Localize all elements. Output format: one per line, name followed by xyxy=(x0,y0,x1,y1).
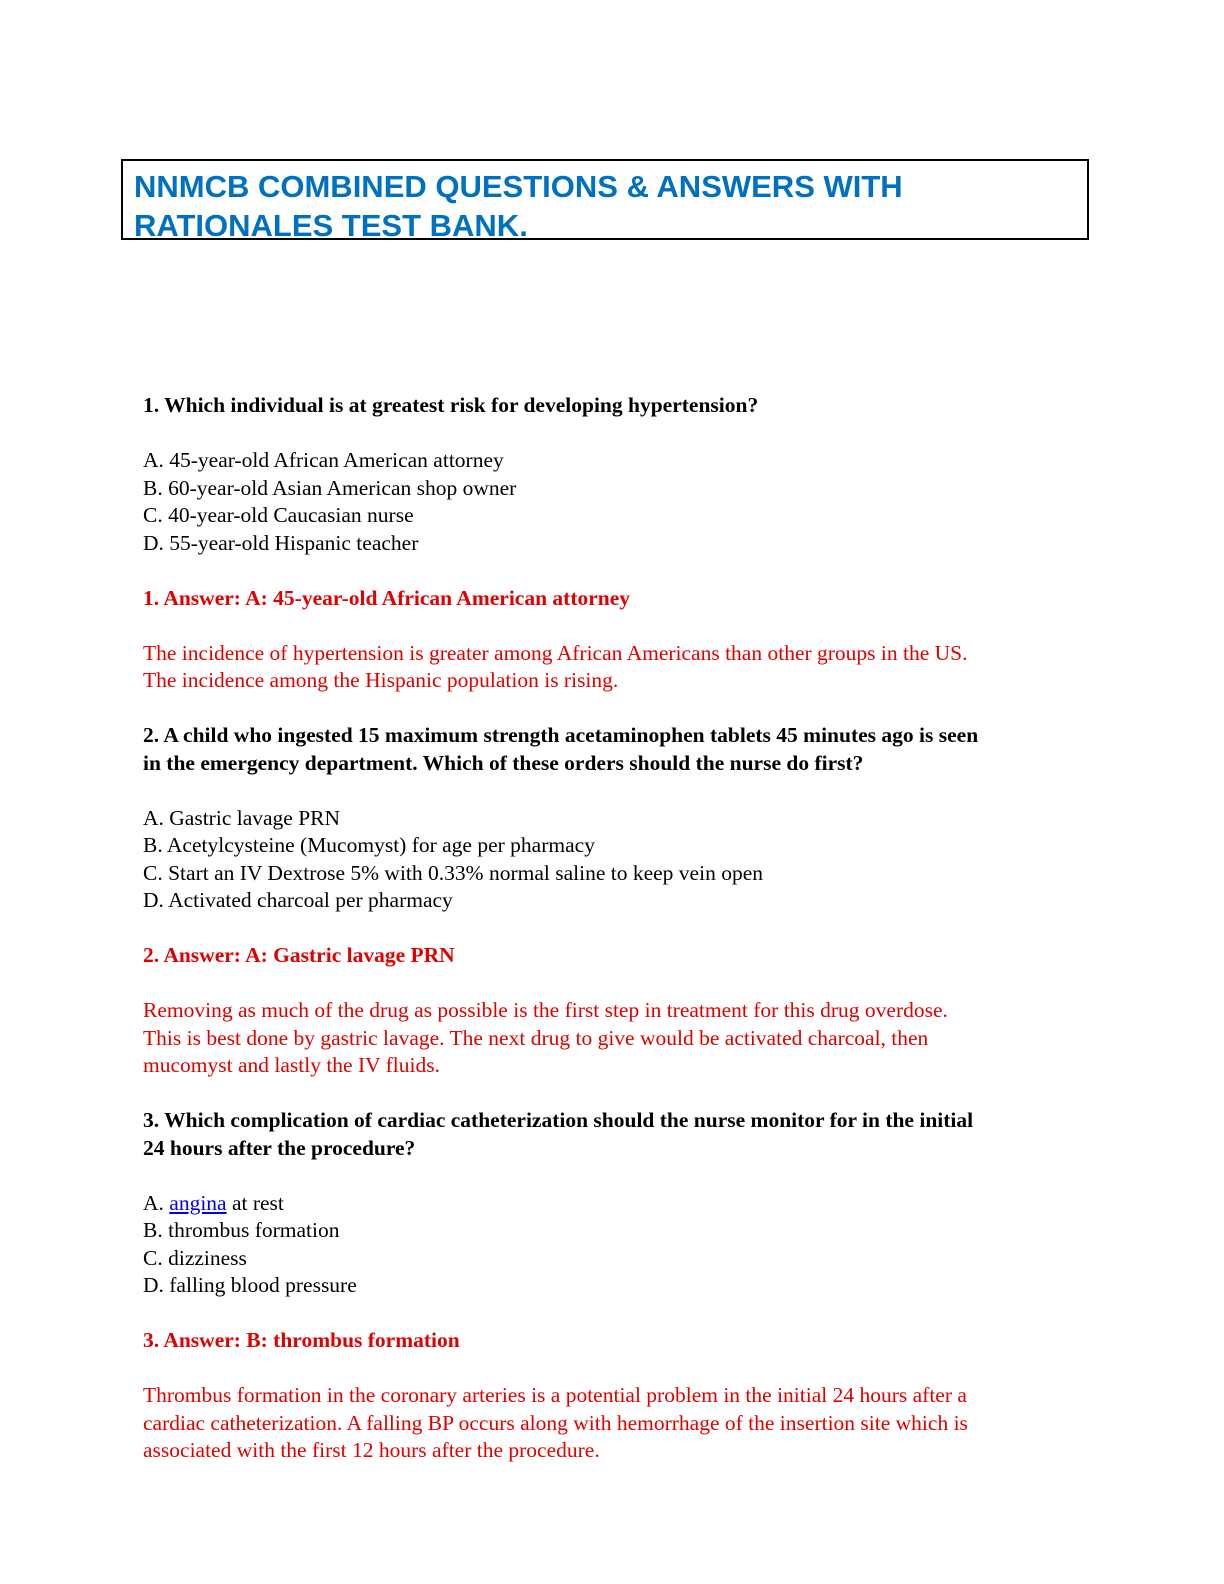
q1-option-b: B. 60-year-old Asian American shop owner xyxy=(143,475,517,500)
answer-2: 2. Answer: A: Gastric lavage PRN xyxy=(143,943,455,967)
q1-option-c: C. 40-year-old Caucasian nurse xyxy=(143,503,414,527)
question-1: 1. Which individual is at greatest risk for developing hypertension? xyxy=(143,393,759,417)
q3-option-a-suffix: at rest xyxy=(226,1190,284,1215)
q2-option-a: A. Gastric lavage PRN xyxy=(143,805,341,830)
rationale-3 xyxy=(143,1382,1083,1465)
rationale-2 xyxy=(143,997,1083,1080)
questions-content xyxy=(143,392,1083,1492)
rationale-3-line-1: Thrombus formation in the coronary arteries is a potential problem in the initial 24 hours after a xyxy=(143,1383,967,1407)
q2-option-c: C. Start an IV Dextrose 5% with 0.33% normal saline to keep vein open xyxy=(143,860,763,885)
q3-option-a-prefix: A. xyxy=(143,1190,170,1215)
answer-1: 1. Answer: A: 45-year-old African American attorney xyxy=(143,585,631,610)
q2-option-b: B. Acetylcysteine (Mucomyst) for age per pharmacy xyxy=(143,833,595,857)
question-2 xyxy=(143,722,1083,777)
rationale-1-line-2: The incidence among the Hispanic population is rising. xyxy=(143,668,619,692)
q3-option-b: B. thrombus formation xyxy=(143,1218,340,1242)
rationale-3-line-2: cardiac catheterization. A falling BP occurs along with hemorrhage of the insertion site which is xyxy=(143,1410,968,1435)
question-2-line-1: 2. A child who ingested 15 maximum strength acetaminophen tablets 45 minutes ago is seen xyxy=(143,723,979,747)
rationale-2-line-1: Removing as much of the drug as possible is the first step in treatment for this drug overdose. xyxy=(143,998,948,1022)
question-3-line-1: 3. Which complication of cardiac catheterization should the nurse monitor for in the initial xyxy=(143,1108,974,1132)
q2-option-d: D. Activated charcoal per pharmacy xyxy=(143,888,453,912)
answer-3: 3. Answer: B: thrombus formation xyxy=(143,1328,460,1352)
rationale-1-line-1: The incidence of hypertension is greater among African Americans than other groups in the US. xyxy=(143,640,968,665)
title-box xyxy=(121,159,1089,243)
q3-option-c: C. dizziness xyxy=(143,1245,247,1270)
question-3-line-2: 24 hours after the procedure? xyxy=(143,1135,416,1160)
title-line-2: RATIONALES TEST BANK. xyxy=(134,208,528,243)
q3-option-d: D. falling blood pressure xyxy=(143,1273,357,1297)
title-line-1: NNMCB COMBINED QUESTIONS & ANSWERS WITH xyxy=(134,169,903,204)
rationale-1 xyxy=(143,640,1083,695)
question-1-options xyxy=(143,447,1083,557)
rationale-2-line-2: This is best done by gastric lavage. The next drug to give would be activated charcoal, then xyxy=(143,1025,929,1050)
q1-option-d: D. 55-year-old Hispanic teacher xyxy=(143,530,419,555)
question-2-line-2: in the emergency department. Which of these orders should the nurse do first? xyxy=(143,750,864,775)
rationale-2-line-3: mucomyst and lastly the IV fluids. xyxy=(143,1053,440,1077)
question-2-options xyxy=(143,805,1083,915)
q3-option-a xyxy=(143,1190,1083,1218)
question-3 xyxy=(143,1107,1083,1162)
question-3-options xyxy=(143,1190,1083,1300)
q1-option-a: A. 45-year-old African American attorney xyxy=(143,448,504,472)
angina-link[interactable]: angina xyxy=(169,1190,227,1215)
rationale-3-line-3: associated with the first 12 hours after the procedure. xyxy=(143,1438,600,1462)
